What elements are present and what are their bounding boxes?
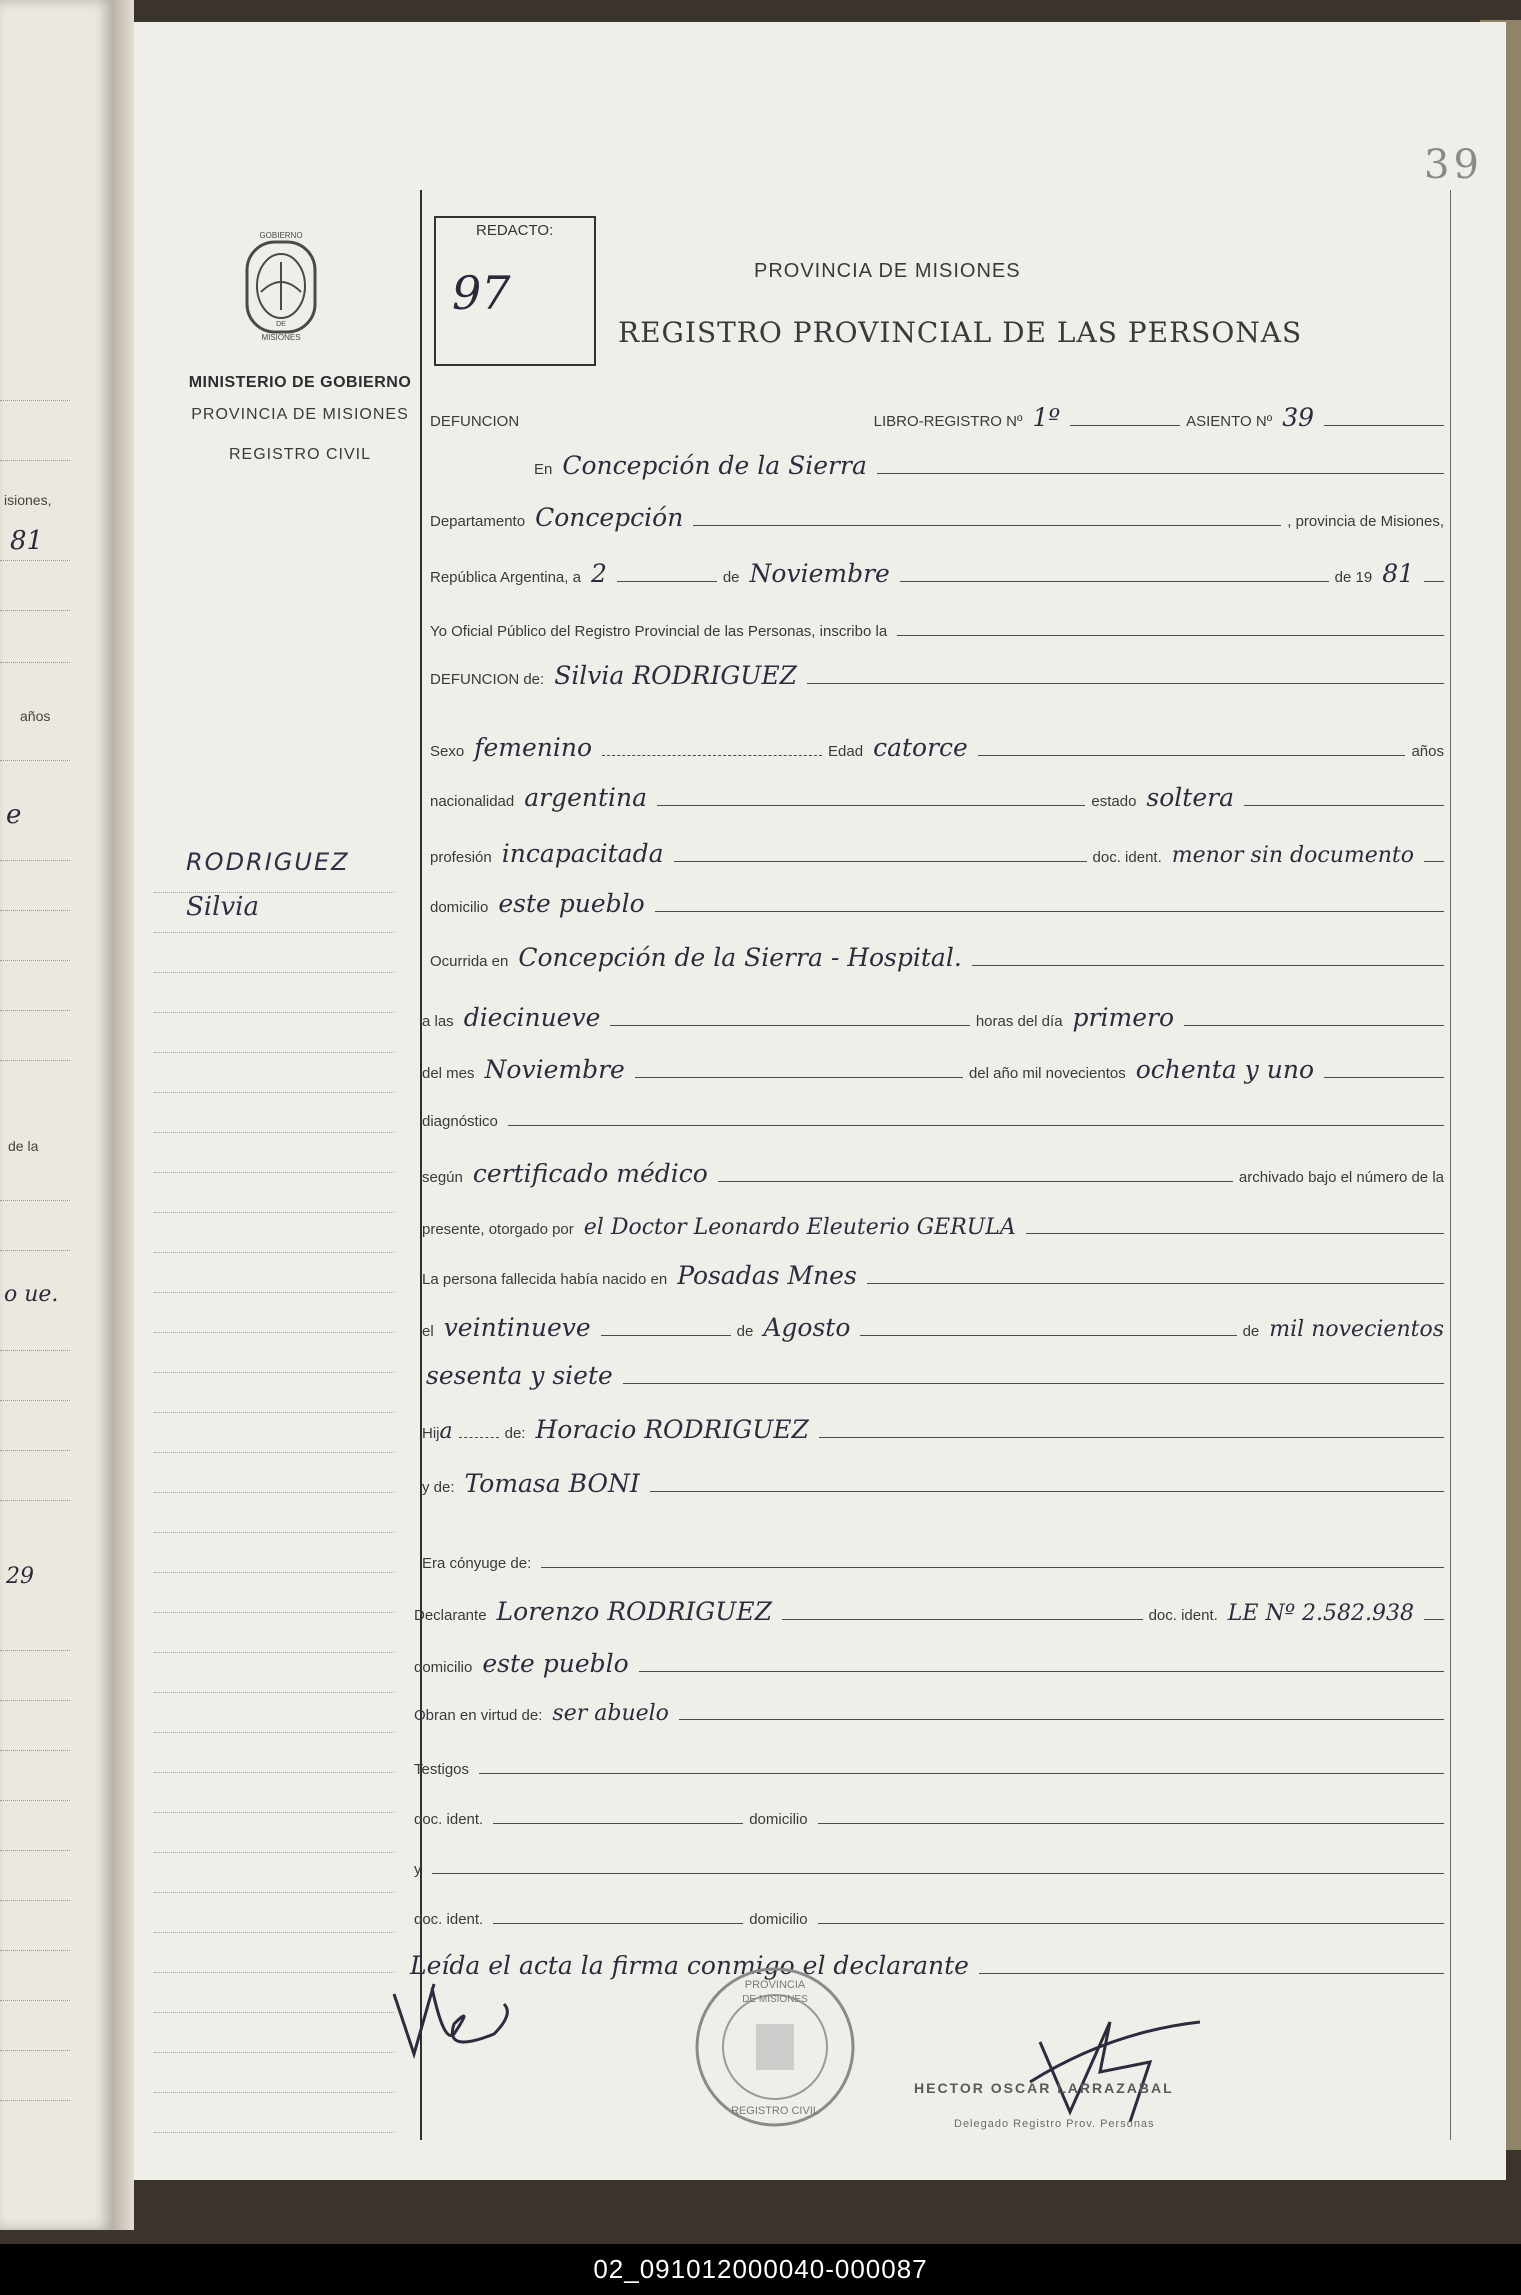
testigo2-domicilio-label: domicilio <box>749 1911 808 1928</box>
testigo1-doc-label: doc. ident. <box>414 1811 484 1828</box>
row-nacionalidad <box>430 774 1450 814</box>
provincia-suffix: , provincia de Misiones, <box>1287 513 1444 530</box>
provincial-crest-icon <box>237 222 325 346</box>
nacionalidad-value: argentina <box>524 783 648 812</box>
fragment-year: 81 <box>10 526 44 556</box>
edad-label: Edad <box>828 743 864 760</box>
profesion-value: incapacitada <box>501 839 664 868</box>
register-page <box>134 22 1506 2180</box>
row-hija <box>422 1406 1450 1446</box>
seal-text-top: PROVINCIA <box>744 1979 806 1991</box>
row-sesenta <box>422 1352 1450 1392</box>
libro-value: 1º <box>1032 403 1061 432</box>
row-domicilio <box>430 880 1450 920</box>
del-mes-value: Noviembre <box>484 1055 625 1084</box>
crest-text-middle: DE <box>276 321 286 328</box>
row-ocurrida <box>430 934 1450 974</box>
diagnostico-label: diagnóstico <box>422 1113 498 1130</box>
row-del-mes <box>422 1046 1450 1086</box>
departamento-value: Concepción <box>535 503 684 532</box>
estado-value: soltera <box>1146 783 1234 812</box>
sexo-value: femenino <box>474 733 593 762</box>
row-decl-domicilio <box>414 1640 1450 1680</box>
row-nacido <box>422 1252 1450 1292</box>
a-las-value: diecinueve <box>463 1003 601 1032</box>
departamento-label: Departamento <box>430 513 526 530</box>
row-diagnostico <box>422 1094 1450 1134</box>
row-el <box>422 1304 1450 1344</box>
row-republica <box>430 550 1450 590</box>
redacto-value: 97 <box>452 266 511 320</box>
header-title: REGISTRO PROVINCIAL DE LAS PERSONAS <box>618 316 1303 349</box>
declarante-doc-label: doc. ident. <box>1148 1607 1218 1624</box>
crest-text-top: GOBIERNO <box>259 231 303 240</box>
a-las-label: a las <box>422 1013 454 1030</box>
doc-value: menor sin documento <box>1171 843 1414 868</box>
declarante-value: Lorenzo RODRIGUEZ <box>496 1597 772 1626</box>
official-seal-icon <box>690 1962 860 2132</box>
header-province: PROVINCIA DE MISIONES <box>754 260 1021 282</box>
en-value: Concepción de la Sierra <box>562 451 867 480</box>
ministry-office: REGISTRO CIVIL <box>228 446 372 463</box>
domicilio-value: este pueblo <box>498 889 645 918</box>
testigo2-doc-label: doc. ident. <box>414 1911 484 1928</box>
book-spine <box>112 0 134 2230</box>
row-oficial <box>430 604 1450 644</box>
row-profesion <box>430 830 1450 870</box>
margin-first-name: Silvia <box>186 892 259 922</box>
row-testigos <box>414 1742 1450 1782</box>
fragment-nue: o ue. <box>4 1282 59 1307</box>
domicilio-label: domicilio <box>430 899 489 916</box>
declarante-label: Declarante <box>414 1607 487 1624</box>
del-mes-label: del mes <box>422 1065 475 1082</box>
ocurrida-value: Concepción de la Sierra - Hospital. <box>518 943 962 972</box>
de3-value: mil novecientos <box>1269 1317 1444 1342</box>
row-departamento <box>430 494 1450 534</box>
row-presente <box>422 1202 1450 1242</box>
type-label: DEFUNCION <box>430 413 520 430</box>
nacionalidad-label: nacionalidad <box>430 793 515 810</box>
declarante-signature-icon <box>384 1974 544 2064</box>
fragment-anos: años <box>20 708 51 724</box>
defuncion-de-label: DEFUNCION de: <box>430 671 545 688</box>
redacto-label: REDACTO: <box>476 222 554 239</box>
y-de-label: y de: <box>422 1479 455 1496</box>
fragment-e: e <box>6 800 22 830</box>
de3-label: de <box>1242 1323 1260 1340</box>
row-segun <box>422 1150 1450 1190</box>
facing-page <box>0 0 112 2230</box>
margin-surname: RODRIGUEZ <box>186 848 350 876</box>
de-padre-label: de: <box>504 1425 526 1442</box>
ministry-province: PROVINCIA DE MISIONES <box>191 406 409 423</box>
sexo-label: Sexo <box>430 743 465 760</box>
horas-value: primero <box>1072 1003 1174 1032</box>
crest-text-bottom: MISIONES <box>261 333 301 342</box>
mes-value: Noviembre <box>749 559 890 588</box>
republica-label: República Argentina, a <box>430 569 581 586</box>
ministry-title: MINISTERIO DE GOBIERNO <box>188 374 412 391</box>
footer-id: 02_091012000040-000087 <box>0 2244 1521 2295</box>
official-name: HECTOR OSCAR LARRAZABAL <box>914 2080 1174 2096</box>
row-testigo2-doc <box>414 1892 1450 1932</box>
seal-text-middle: DE MISIONES <box>742 1994 808 2005</box>
asiento-value: 39 <box>1282 403 1314 432</box>
anio-mil-label: del año mil novecientos <box>968 1065 1126 1082</box>
conyuge-label: Era cónyuge de: <box>422 1555 532 1572</box>
horas-label: horas del día <box>975 1013 1063 1030</box>
obran-value: ser abuelo <box>552 1701 669 1726</box>
page-number: 39 <box>1424 142 1483 188</box>
anio-label: de 19 <box>1334 569 1373 586</box>
row-obran <box>414 1688 1450 1728</box>
decl-domicilio-value: este pueblo <box>482 1649 629 1678</box>
doc-label: doc. ident. <box>1092 849 1162 866</box>
sesenta-value: sesenta y siete <box>426 1361 613 1390</box>
row-closing <box>406 1942 1450 1982</box>
declarante-doc-value: LE Nº 2.582.938 <box>1227 1601 1414 1626</box>
el-value: veintinueve <box>443 1313 591 1342</box>
row-type <box>430 394 1450 434</box>
hij-label: Hij <box>422 1425 440 1442</box>
fragment-misiones: isiones, <box>4 492 52 508</box>
closing-text: Leída el acta la firma conmigo el declarante <box>410 1951 969 1980</box>
testigos-label: Testigos <box>414 1761 470 1778</box>
de-label: de <box>722 569 740 586</box>
row-defuncion-de <box>430 652 1450 692</box>
profesion-label: profesión <box>430 849 492 866</box>
padre-value: Horacio RODRIGUEZ <box>535 1415 809 1444</box>
obran-label: Obran en virtud de: <box>414 1707 543 1724</box>
seal-text-bottom: REGISTRO CIVIL <box>730 2105 820 2117</box>
oficial-text: Yo Oficial Público del Registro Provincial de las Personas, inscribo la <box>430 623 888 640</box>
anos-label: años <box>1411 743 1444 760</box>
row-y <box>414 1842 1450 1882</box>
de2-value: Agosto <box>763 1313 851 1342</box>
segun-label: según <box>422 1169 463 1186</box>
libro-label: LIBRO-REGISTRO Nº <box>873 413 1023 430</box>
asiento-label: ASIENTO Nº <box>1186 413 1273 430</box>
row-testigo1-doc <box>414 1792 1450 1832</box>
en-label: En <box>534 461 553 478</box>
presente-value: el Doctor Leonardo Eleuterio GERULA <box>583 1215 1016 1240</box>
row-en <box>534 442 1450 482</box>
de2-label: de <box>736 1323 754 1340</box>
estado-label: estado <box>1091 793 1137 810</box>
official-signature-icon <box>1010 2002 1210 2132</box>
segun-value: certificado médico <box>472 1159 708 1188</box>
edad-value: catorce <box>873 733 968 762</box>
official-role: Delegado Registro Prov. Personas <box>954 2118 1155 2130</box>
madre-value: Tomasa BONI <box>464 1469 640 1498</box>
el-label: el <box>422 1323 434 1340</box>
anio-value: 81 <box>1382 559 1414 588</box>
archivado-label: archivado bajo el número de la <box>1238 1169 1444 1186</box>
testigo1-domicilio-label: domicilio <box>749 1811 808 1828</box>
fragment-dela: de la <box>8 1138 39 1154</box>
y-label: y <box>414 1861 422 1878</box>
row-madre <box>422 1460 1450 1500</box>
fragment-num: 29 <box>6 1564 34 1589</box>
row-a-las <box>422 994 1450 1034</box>
row-declarante <box>414 1588 1450 1628</box>
decl-domicilio-label: domicilio <box>414 1659 473 1676</box>
nacido-value: Posadas Mnes <box>677 1261 857 1290</box>
row-conyuge <box>422 1536 1450 1576</box>
ocurrida-label: Ocurrida en <box>430 953 509 970</box>
hij-value: a <box>439 1419 453 1444</box>
presente-label: presente, otorgado por <box>422 1221 574 1238</box>
dia-value: 2 <box>590 559 607 588</box>
row-sexo <box>430 724 1450 764</box>
anio-mil-value: ochenta y uno <box>1135 1055 1314 1084</box>
right-border <box>1450 190 1451 2140</box>
defuncion-de-value: Silvia RODRIGUEZ <box>554 661 797 690</box>
nacido-label: La persona fallecida había nacido en <box>422 1271 668 1288</box>
